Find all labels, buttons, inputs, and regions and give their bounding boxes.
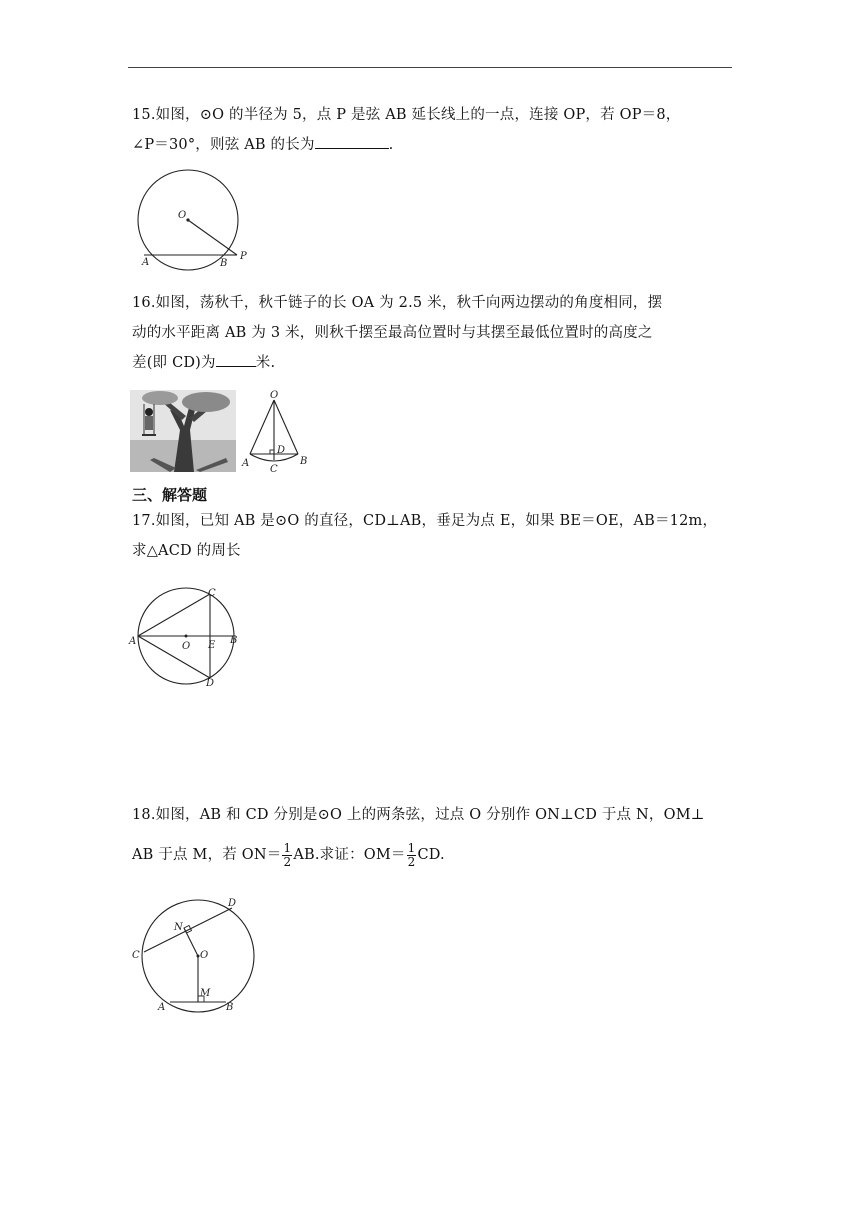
q16-label-D: D bbox=[277, 445, 286, 456]
q16-line1: 16.如图，荡秋千，秋千链子的长 OA 为 2.5 米，秋千向两边摆动的角度相同，摆 bbox=[132, 295, 663, 311]
q18-line1: 18.如图，AB 和 CD 分别是⊙O 上的两条弦，过点 O 分别作 ON⊥CD 于点 N，OM⊥ bbox=[132, 807, 705, 823]
q16-figure bbox=[240, 390, 320, 475]
swing-photo bbox=[130, 390, 236, 472]
q17-label-E: E bbox=[208, 640, 216, 651]
q16-line3: 差(即 CD)为 米. bbox=[132, 348, 732, 378]
section-title: 三、解答题 bbox=[132, 486, 208, 504]
q17-label-C: C bbox=[208, 588, 216, 599]
q18-label-M: M bbox=[200, 988, 211, 999]
q18-text bbox=[132, 800, 732, 870]
q16-answer-blank[interactable] bbox=[216, 350, 256, 367]
swing-tree-image bbox=[130, 390, 236, 472]
q15-text bbox=[132, 100, 732, 160]
q15-figure bbox=[130, 168, 260, 278]
q16-label-O: O bbox=[270, 390, 279, 401]
q15-label-O: O bbox=[178, 210, 187, 221]
q17-line1: 17.如图，已知 AB 是⊙O 的直径，CD⊥AB，垂足为点 E，如果 BE＝OE，AB＝12m， bbox=[132, 513, 718, 529]
q18-label-B: B bbox=[226, 1002, 234, 1013]
q17-line2: 求△ACD 的周长 bbox=[132, 543, 241, 559]
q18-figure bbox=[128, 892, 258, 1014]
q18-fraction-2: $\frac{1}{2}$ bbox=[407, 840, 416, 869]
q17-text bbox=[132, 506, 732, 566]
q17-figure bbox=[128, 582, 248, 692]
q15-label-A: A bbox=[142, 257, 150, 268]
q15-label-B: B bbox=[220, 258, 228, 269]
q17-label-D: D bbox=[206, 678, 215, 689]
q15-label-P: P bbox=[240, 251, 247, 262]
q18-line2: AB 于点 M，若 ON＝ $\frac{1}{2}$ AB.求证：OM＝ $\frac{1}{2}$ CD. bbox=[132, 840, 445, 869]
q15-answer-blank[interactable] bbox=[315, 132, 389, 149]
q17-label-O: O bbox=[182, 641, 191, 652]
q18-label-N: N bbox=[174, 922, 183, 933]
q18-fraction-1: $\frac{1}{2}$ bbox=[283, 840, 292, 869]
header-rule bbox=[128, 67, 732, 68]
q16-label-C: C bbox=[270, 464, 278, 475]
q15-line1: 15.如图，⊙O 的半径为 5，点 P 是弦 AB 延长线上的一点，连接 OP，若 OP＝8， bbox=[132, 107, 681, 123]
q16-label-A: A bbox=[242, 458, 250, 469]
q16-label-B: B bbox=[300, 456, 308, 467]
q17-label-B: B bbox=[230, 635, 238, 646]
q18-label-A: A bbox=[158, 1002, 166, 1013]
q18-label-D: D bbox=[228, 898, 237, 909]
q18-label-C: C bbox=[132, 950, 140, 961]
q18-label-O: O bbox=[200, 950, 209, 961]
q17-label-A: A bbox=[129, 636, 137, 647]
q15-line2: ∠P＝30°，则弦 AB 的长为 . bbox=[132, 130, 732, 160]
q16-text bbox=[132, 288, 732, 378]
q16-line2: 动的水平距离 AB 为 3 米，则秋千摆至最高位置时与其摆至最低位置时的高度之 bbox=[132, 325, 653, 341]
